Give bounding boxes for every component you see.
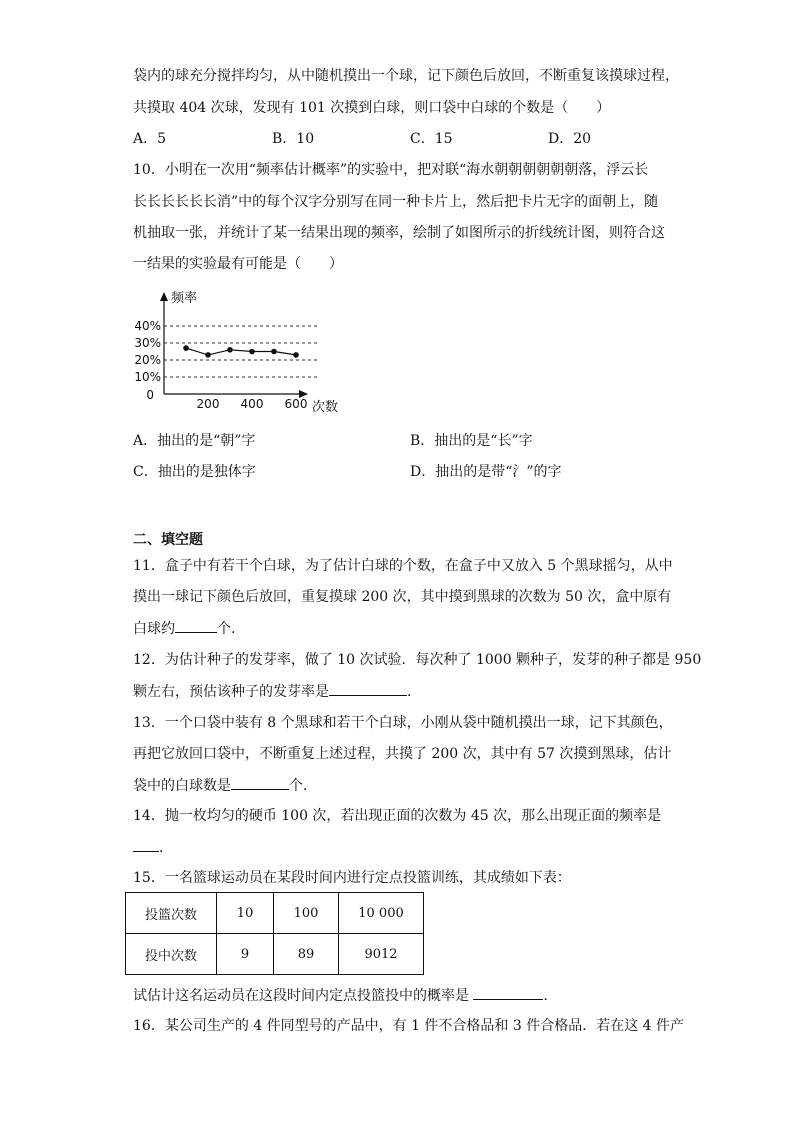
data-point [205, 352, 211, 358]
table-cell: 10 000 [339, 893, 424, 934]
x-tick-label: 200 [196, 397, 220, 411]
series-line [186, 348, 296, 355]
data-point [293, 352, 299, 358]
q15-line-1: 15．一名篮球运动员在某段时间内进行定点投篮训练，其成绩如下表： [133, 870, 571, 886]
q14-answer-blank[interactable] [133, 837, 159, 852]
origin-label: 0 [146, 388, 154, 402]
q12-answer-blank[interactable] [329, 681, 407, 696]
q15-text-before-blank: 试估计这名运动员在这段时间内定点投篮投中的概率是 [133, 988, 469, 1004]
q13-text-before-blank: 袋中的白球数是 [133, 778, 231, 794]
q9-option-b: B．10 [272, 131, 315, 147]
shooting-results-table [125, 892, 424, 975]
q13-line-3 [133, 775, 317, 796]
q14-text-after-blank: ． [159, 840, 173, 856]
q12-line-1: 12．为估计种子的发芽率，做了 10 次试验．每次种了 1000 颗种子，发芽的种子都是 950 [133, 652, 702, 668]
x-axis-title: 次数 [312, 400, 339, 415]
table-cell: 9012 [339, 934, 424, 975]
y-tick-label: 40% [134, 319, 161, 333]
table-header-cell: 投篮次数 [126, 893, 217, 934]
q13-answer-blank[interactable] [231, 775, 289, 790]
y-tick-label: 10% [134, 370, 161, 384]
q16-line-1: 16．某公司生产的 4 件同型号的产品中，有 1 件不合格品和 3 件合格品．若在这 4 件产 [133, 1018, 685, 1034]
q11-line-1: 11．盒子中有若干个白球，为了估计白球的个数，在盒子中又放入 5 个黑球摇匀，从中 [133, 558, 673, 574]
y-axis-arrow [160, 292, 168, 301]
q10-option-d: D．抽出的是带“氵”的字 [410, 464, 562, 480]
q10-option-a: A．抽出的是“朝”字 [133, 433, 256, 449]
q11-text-before-blank: 白球约 [133, 621, 175, 637]
table-cell: 89 [274, 934, 339, 975]
y-tick-label: 30% [134, 336, 161, 350]
table-cell: 10 [217, 893, 274, 934]
section-title: 二、填空题 [133, 532, 203, 548]
data-point [227, 347, 233, 353]
q11-answer-blank[interactable] [175, 618, 217, 633]
q10-option-c: C．抽出的是独体字 [133, 464, 256, 480]
data-point [249, 349, 255, 355]
q14-line-1: 14．抛一枚均匀的硬币 100 次，若出现正面的次数为 45 次，那么出现正面的频率是 [133, 808, 662, 824]
q15-answer-blank[interactable] [473, 985, 543, 1000]
x-tick-label: 600 [284, 397, 308, 411]
frequency-line-chart [120, 285, 360, 417]
data-point [271, 349, 277, 355]
table-header-cell: 投中次数 [126, 934, 217, 975]
q11-text-after-blank: 个. [217, 621, 236, 637]
data-point [183, 345, 189, 351]
q15-after-table [133, 985, 557, 1006]
q13-text-after-blank: 个． [289, 778, 317, 794]
q13-line-1: 13．一个口袋中装有 8 个黑球和若干个白球，小刚从袋中随机摸出一球，记下其颜色， [133, 715, 673, 731]
q11-line-3 [133, 618, 235, 639]
q10-line-1: 10．小明在一次用“频率估计概率”的实验中，把对联“海水朝朝朝朝朝朝落，浮云长 [133, 162, 649, 178]
q9-option-a: A．5 [133, 131, 167, 147]
q10-line-2: 长长长长长长消”中的每个汉字分别写在同一种卡片上，然后把卡片无字的面朝上，随 [133, 194, 659, 210]
q12-text-after-blank: ． [407, 684, 421, 700]
q12-line-2 [133, 681, 421, 702]
table-row [126, 934, 424, 975]
table-cell: 100 [274, 893, 339, 934]
y-tick-label: 20% [134, 353, 161, 367]
q10-option-b: B．抽出的是“长”字 [410, 433, 533, 449]
y-axis-title: 频率 [171, 291, 198, 306]
table-row [126, 893, 424, 934]
q13-line-2: 再把它放回口袋中，不断重复上述过程，共摸了 200 次，其中有 57 次摸到黑球，估计 [133, 746, 672, 762]
q14-line-2 [133, 837, 173, 858]
q11-line-2: 摸出一球记下颜色后放回，重复摸球 200 次，其中摸到黑球的次数为 50 次，盒中原有 [133, 589, 672, 605]
q9-option-d: D．20 [548, 131, 592, 147]
x-tick-label: 400 [240, 397, 264, 411]
q9-line-1: 袋内的球充分搅拌均匀，从中随机摸出一个球，记下颜色后放回，不断重复该摸球过程， [133, 68, 679, 84]
q9-line-2: 共摸取 404 次球，发现有 101 次摸到白球，则口袋中白球的个数是（ ） [133, 100, 611, 116]
q15-text-after-blank: ． [543, 988, 558, 1004]
q9-option-c: C．15 [410, 131, 453, 147]
table-cell: 9 [217, 934, 274, 975]
q10-line-3: 机抽取一张，并统计了某一结果出现的频率，绘制了如图所示的折线统计图，则符合这 [133, 225, 665, 241]
q12-text-before-blank: 颗左右，预估该种子的发芽率是 [133, 684, 329, 700]
q10-line-4: 一结果的实验最有可能是（ ） [133, 256, 343, 272]
